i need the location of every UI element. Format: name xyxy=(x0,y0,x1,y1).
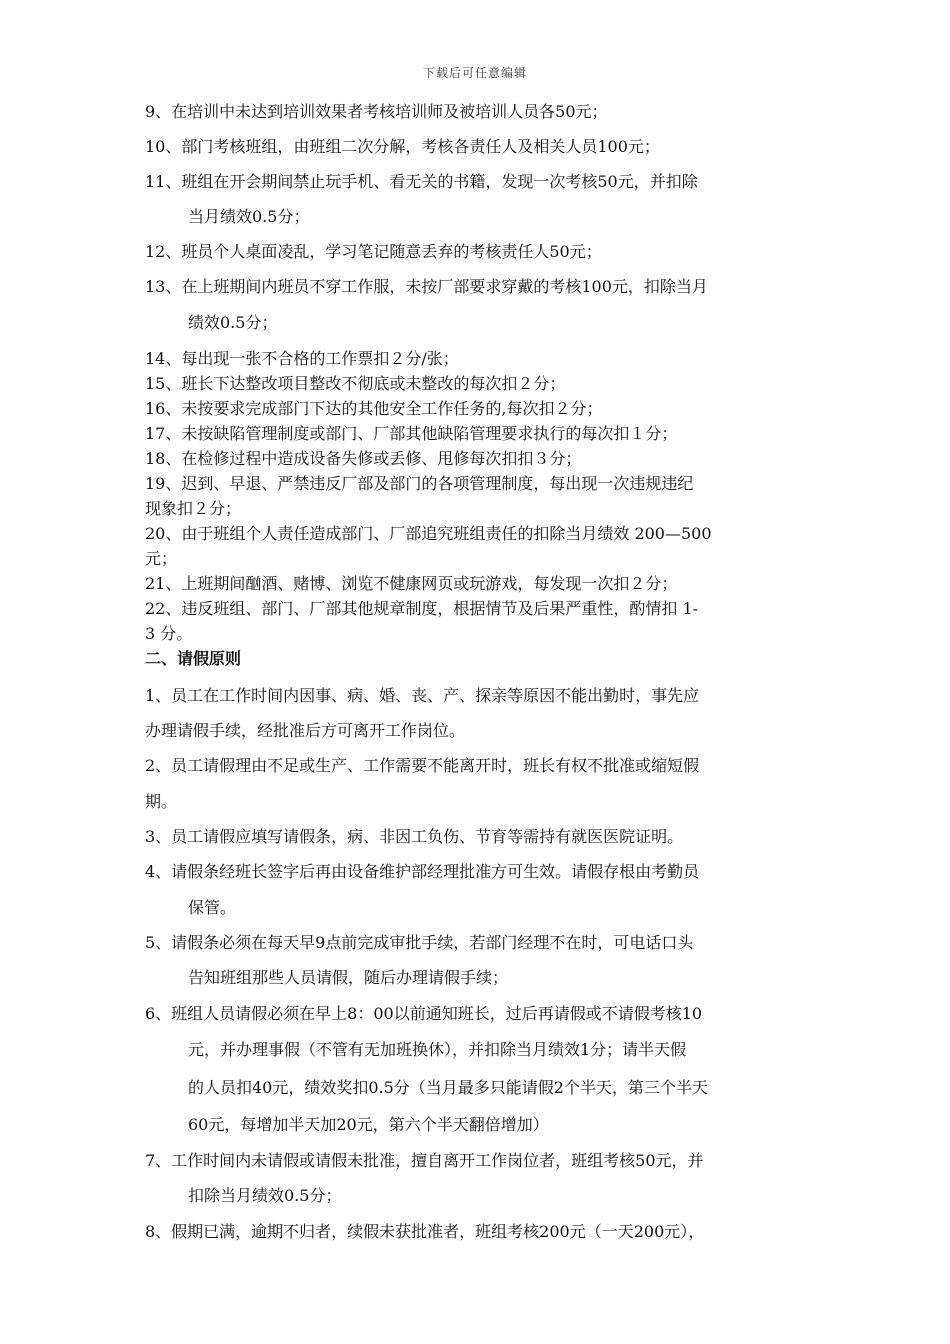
rule-item-21: 21、上班期间酗酒、赌博、浏览不健康网页或玩游戏，每发现一次扣２分； xyxy=(145,574,678,593)
rule-item-11-cont: 当月绩效0.5分； xyxy=(188,207,310,226)
leave-item-6-cont-1: 元，并办理事假（不管有无加班换休），并扣除当月绩效1分；请半天假 xyxy=(188,1040,687,1059)
rule-item-20: 20、由于班组个人责任造成部门、厂部追究班组责任的扣除当月绩效 200—500 xyxy=(145,524,712,543)
rule-item-18: 18、在检修过程中造成设备失修或丢修、甩修每次扣扣３分； xyxy=(145,449,582,468)
leave-item-4-cont: 保管。 xyxy=(188,898,237,917)
rule-item-12: 12、班员个人桌面凌乱，学习笔记随意丢弃的考核责任人50元； xyxy=(145,242,602,261)
rule-item-19: 19、迟到、早退、严禁违反厂部及部门的各项管理制度，每出现一次违规违纪 xyxy=(145,474,694,493)
leave-item-7-cont: 扣除当月绩效0.5分； xyxy=(188,1186,342,1205)
rule-item-17: 17、未按缺陷管理制度或部门、厂部其他缺陷管理要求执行的每次扣１分； xyxy=(145,424,678,443)
rule-item-20-cont: 元； xyxy=(145,549,178,568)
leave-item-6: 6、班组人员请假必须在早上8：00以前通知班长，过后再请假或不请假考核10 xyxy=(145,1004,703,1023)
leave-item-6-cont-3: 60元，每增加半天加20元，第六个半天翻倍增加） xyxy=(188,1115,549,1134)
leave-item-5: 5、请假条必须在每天早9点前完成审批手续，若部门经理不在时，可电话口头 xyxy=(145,933,694,952)
leave-item-2: 2、员工请假理由不足或生产、工作需要不能离开时，班长有权不批准或缩短假 xyxy=(145,756,700,775)
page-header: 下载后可任意编辑 xyxy=(422,66,527,80)
rule-item-14: 14、每出现一张不合格的工作票扣２分/张； xyxy=(145,349,459,368)
leave-item-3: 3、员工请假应填写请假条，病、非因工负伤、节育等需持有就医医院证明。 xyxy=(145,827,684,846)
leave-item-1-cont: 办理请假手续，经批准后方可离开工作岗位。 xyxy=(145,721,466,740)
rule-item-13-cont: 绩效0.5分； xyxy=(188,313,278,332)
rule-item-16: 16、未按要求完成部门下达的其他安全工作任务的,每次扣２分； xyxy=(145,399,603,418)
rule-item-15: 15、班长下达整改项目整改不彻底或未整改的每次扣２分； xyxy=(145,374,566,393)
rule-item-13: 13、在上班期间内班员不穿工作服，未按厂部要求穿戴的考核100元，扣除当月 xyxy=(145,277,708,296)
leave-item-6-cont-2: 的人员扣40元，绩效奖扣0.5分（当月最多只能请假2个半天，第三个半天 xyxy=(188,1078,708,1097)
leave-item-1: 1、员工在工作时间内因事、病、婚、丧、产、探亲等原因不能出勤时，事先应 xyxy=(145,686,700,705)
leave-item-4: 4、请假条经班长签字后再由设备维护部经理批准方可生效。请假存根由考勤员 xyxy=(145,862,700,881)
rule-item-22: 22、违反班组、部门、厂部其他规章制度，根据情节及后果严重性，酌情扣 1- xyxy=(145,599,699,618)
leave-item-2-cont: 期。 xyxy=(145,792,178,811)
rule-item-10: 10、部门考核班组，由班组二次分解，考核各责任人及相关人员100元； xyxy=(145,137,660,156)
rule-item-22-cont: 3 分。 xyxy=(145,624,193,643)
rule-item-19-cont: 现象扣２分； xyxy=(145,499,242,518)
rule-item-9: 9、在培训中未达到培训效果者考核培训师及被培训人员各50元； xyxy=(145,102,608,121)
leave-item-7: 7、工作时间内未请假或请假未批准，擅自离开工作岗位者，班组考核50元，并 xyxy=(145,1151,704,1170)
leave-item-8: 8、假期已满，逾期不归者，续假未获批准者，班组考核200元（一天200元）， xyxy=(145,1222,705,1241)
rule-item-11: 11、班组在开会期间禁止玩手机、看无关的书籍，发现一次考核50元，并扣除 xyxy=(145,172,698,191)
section-heading-leave: 二、请假原则 xyxy=(145,649,242,668)
leave-item-5-cont: 告知班组那些人员请假，随后办理请假手续； xyxy=(188,968,509,987)
